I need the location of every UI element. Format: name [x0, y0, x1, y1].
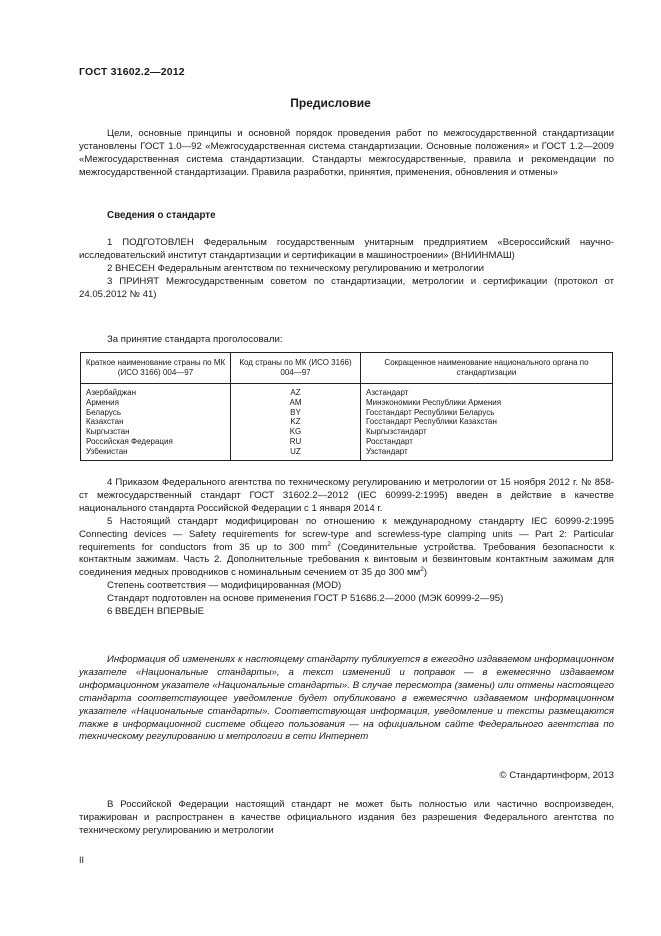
intro-paragraph: Цели, основные принципы и основной порядок проведения работ по межгосударственной стандартизации установлены ГОСТ 1.0—92 «Межгосударственная система стандартизации. Основные положения» и ГОСТ 1.2—2009 «Межгосударственная система стандартизации. Стандарты межгосударственные, правила и рекомендации по межгосударственной стандартизации. Правила разработки, принятия, применения, обновления и отмены»	[79, 128, 614, 178]
table-row	[81, 408, 613, 418]
country-name-cell: Узбекистан	[81, 447, 231, 460]
vote-section	[79, 334, 614, 347]
country-code-cell: KG	[231, 427, 361, 437]
document-code-header: ГОСТ 31602.2—2012	[79, 66, 185, 78]
country-code-cell: KZ	[231, 417, 361, 427]
standard-info-items	[79, 237, 614, 302]
national-body-cell: Узстандарт	[361, 447, 613, 460]
national-body-cell: Госстандарт Республики Казахстан	[361, 417, 613, 427]
item-enacted-order: 4 Приказом Федерального агентства по техническому регулированию и метрологии от 15 ноября 2012 г. № 858-ст межгосударственный стандарт ГОСТ 31602.2—2012 (IEC 60999-2:1995) введен в действие в качестве национального стандарта Российской Федерации с 1 января 2014 г.	[79, 477, 614, 514]
item-modification	[79, 516, 614, 581]
country-code-cell: UZ	[231, 447, 361, 460]
info-notice-section	[79, 654, 614, 744]
national-body-cell: Кыргызстандарт	[361, 427, 613, 437]
item-prepared: 1 ПОДГОТОВЛЕН Федеральным государственным унитарным предприятием «Всероссийский научно-исследовательский институт стандартизации и сертификации в машиностроении» (ВНИИНМАШ)	[79, 237, 614, 261]
table-row	[81, 398, 613, 408]
item-first-introduced: 6 ВВЕДЕН ВПЕРВЫЕ	[107, 606, 205, 618]
voting-countries-table	[80, 352, 613, 461]
final-notice-paragraph: В Российской Федерации настоящий стандарт не может быть полностью или частично воспроизведен, тиражирован и распространен в качестве официального издания без разрешения Федерального агентства по техническому регулированию и метрологии	[79, 799, 614, 836]
national-body-cell: Азстандарт	[361, 384, 613, 398]
conformity-degree: Степень соответствия — модифицированная (MOD)	[107, 580, 342, 592]
vote-line: За принятие стандарта проголосовали:	[107, 334, 283, 345]
column-header-national-body: Сокращенное наименование национального органа по стандартизации	[361, 353, 613, 384]
national-body-cell: Госстандарт Республики Беларусь	[361, 408, 613, 418]
column-header-country-code: Код страны по МК (ИСО 3166) 004—97	[231, 353, 361, 384]
item-introduced: 2 ВНЕСЕН Федеральным агентством по техническому регулированию и метрологии	[107, 262, 485, 274]
item-accepted: 3 ПРИНЯТ Межгосударственным советом по стандартизации, метрологии и сертификации (протокол от 24.05.2012 № 41)	[79, 275, 614, 300]
table-row	[81, 437, 613, 447]
table-row	[81, 427, 613, 437]
modification-text-part3: )	[423, 567, 428, 579]
standard-info-items-continued	[79, 477, 614, 619]
national-body-cell: Минэкономики Республики Армения	[361, 398, 613, 408]
country-name-cell: Армения	[81, 398, 231, 408]
table-row	[81, 384, 613, 398]
table-row	[81, 417, 613, 427]
final-notice-section	[79, 799, 614, 838]
copyright-line: © Стандартинформ, 2013	[499, 770, 614, 781]
column-header-country-name: Краткое наименование страны по МК (ИСО 3166) 004—97	[81, 353, 231, 384]
table-row	[81, 447, 613, 460]
country-name-cell: Азербайджан	[81, 384, 231, 398]
country-name-cell: Казахстан	[81, 417, 231, 427]
country-name-cell: Кыргызстан	[81, 427, 231, 437]
country-code-cell: BY	[231, 408, 361, 418]
page-title: Предисловие	[290, 96, 371, 110]
modification-sup1: 2	[327, 540, 331, 548]
info-notice-paragraph: Информация об изменениях к настоящему стандарту публикуется в ежегодно издаваемом информационном указателе «Национальные стандарты», а текст изменений и поправок — в ежемесячно издаваемом информационном указателе «Национальные стандарты». В случае пересмотра (замены) или отмены настоящего стандарта соответствующее уведомление будет опубликовано в ежемесячно издаваемом информационном указателе «Национальные стандарты». Соответствующая информация, уведомление и тексты размещаются также в информационной системе общего пользования — на официальном сайте Федерального агентства по техническому регулированию и метрологии в сети Интернет	[79, 654, 614, 743]
modification-sup2: 2	[420, 566, 424, 574]
country-code-cell: AM	[231, 398, 361, 408]
standard-info-heading: Сведения о стандарте	[107, 210, 216, 221]
national-body-cell: Росстандарт	[361, 437, 613, 447]
modification-text-part2: (Соединительные устройства. Требования безопасности к контактным зажимам. Часть 2. Дополнительные требования к винтовым и безвинтовым контактным зажимам для соединения медных проводников с номинальным сечением от 35 до 300 мм	[79, 541, 614, 579]
country-name-cell: Российская Федерация	[81, 437, 231, 447]
intro-section	[79, 128, 614, 180]
prepared-basis: Стандарт подготовлен на основе применения ГОСТ Р 51686.2—2000 (МЭК 60999-2—95)	[107, 593, 504, 605]
country-code-cell: RU	[231, 437, 361, 447]
country-code-cell: AZ	[231, 384, 361, 398]
country-name-cell: Беларусь	[81, 408, 231, 418]
page-number: II	[79, 855, 85, 865]
table-header-row	[81, 353, 613, 384]
modification-text-part1: 5 Настоящий стандарт модифицирован по отношению к международному стандарту IEC 60999-2:1995 Connecting devices — Safety requirements for screw-type and screwless-type clamping units — Part 2: Particular requirements for conductors from 35 up to 300 mm	[79, 515, 614, 553]
